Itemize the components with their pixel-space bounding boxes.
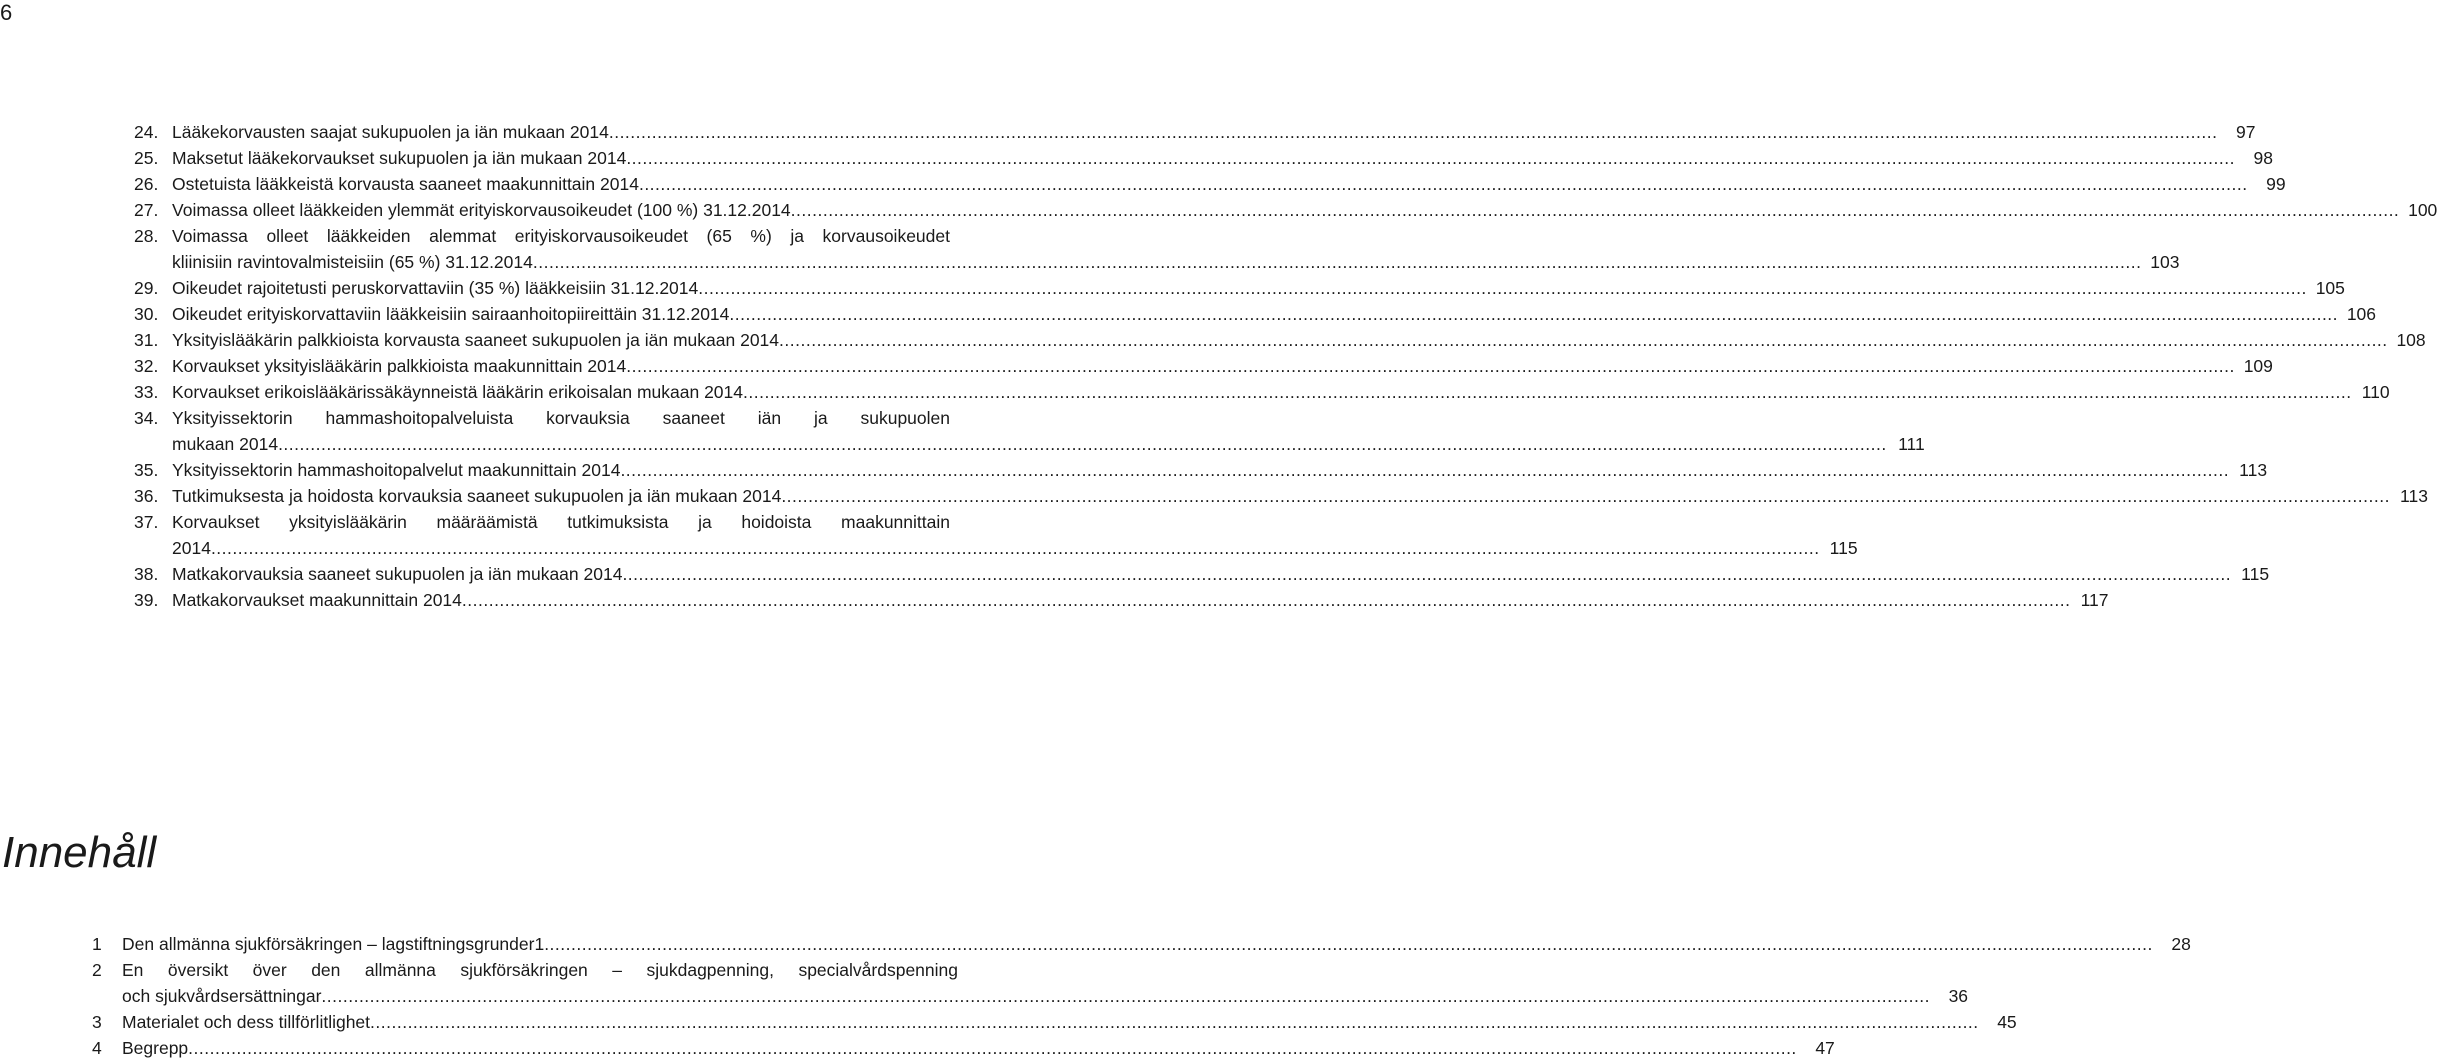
dot-leader: ............................................................................................................................................................................................................................................................................................................ <box>626 356 2235 376</box>
toc-entry[interactable] <box>134 509 1858 561</box>
section-heading: Innehåll <box>2 828 157 877</box>
toc-entry-page-number: 45 <box>1997 1012 2017 1032</box>
dot-leader: ............................................................................................................................................................................................................................................................................................................ <box>743 382 2352 402</box>
toc-entry-title: Begrepp <box>122 1038 189 1058</box>
toc-entry-page-number: 99 <box>2266 174 2286 194</box>
toc-entry[interactable] <box>134 327 2426 353</box>
toc-entry[interactable] <box>134 561 2270 587</box>
toc-entry-page-number: 109 <box>2243 356 2273 376</box>
toc-entry-title: 2014 <box>172 538 211 558</box>
dot-leader: ............................................................................................................................................................................................................................................................................................................ <box>608 122 2218 142</box>
toc-entry[interactable] <box>134 223 2180 275</box>
toc-entry-title: Lääkekorvausten saajat sukupuolen ja iän mukaan 2014 <box>172 122 609 142</box>
toc-entry-title: och sjukvårdsersättningar <box>122 986 322 1006</box>
toc-entry[interactable] <box>134 379 2390 405</box>
dot-leader: ............................................................................................................................................................................................................................................................................................................ <box>278 434 1887 454</box>
toc-entry-title: Den allmänna sjukförsäkringen – lagstiftningsgrunder1 <box>122 934 545 954</box>
toc-entry[interactable] <box>134 171 2286 197</box>
toc-entry-page-number: 98 <box>2253 148 2273 168</box>
page-number: 6 <box>0 0 13 25</box>
toc-entry-title: Korvaukset erikoislääkärissäkäynneistä lääkärin erikoisalan mukaan 2014 <box>172 382 743 402</box>
toc-entry-title: Oikeudet rajoitetusti peruskorvattaviin (35 %) lääkkeisiin 31.12.2014 <box>172 278 699 298</box>
toc-entry-number: 37. <box>134 512 159 532</box>
toc-entry-page-number: 108 <box>2396 330 2426 350</box>
toc-entry-title-line: Voimassa olleet lääkkeiden alemmat erityiskorvausoikeudet (65 %) ja korvausoikeudet <box>172 226 950 246</box>
toc-entry[interactable] <box>92 957 1969 1009</box>
toc-entry-page-number: 103 <box>2150 252 2180 272</box>
toc-entry-page-number: 117 <box>2080 590 2109 610</box>
dot-leader: ............................................................................................................................................................................................................................................................................................................ <box>544 934 2153 954</box>
toc-entry-number: 35. <box>134 460 159 480</box>
toc-entry[interactable] <box>134 275 2345 301</box>
toc-entry-number: 36. <box>134 486 159 506</box>
toc-entry-number: 29. <box>134 278 159 298</box>
dot-leader: ............................................................................................................................................................................................................................................................................................................ <box>790 200 2400 220</box>
toc-entry-title: Maksetut lääkekorvaukset sukupuolen ja iän mukaan 2014 <box>172 148 627 168</box>
toc-entry-title: mukaan 2014 <box>172 434 279 454</box>
toc-entry-title: Matkakorvauksia saaneet sukupuolen ja iän mukaan 2014 <box>172 564 623 584</box>
toc-entry[interactable] <box>134 197 2437 223</box>
toc-entry-page-number: 47 <box>1815 1038 1835 1058</box>
toc-entry-page-number: 100 <box>2408 200 2437 220</box>
toc-entry-title-line: Korvaukset yksityislääkärin määräämistä tutkimuksista ja hoidoista maakunnittain <box>172 512 950 532</box>
toc-entry[interactable] <box>134 457 2268 483</box>
dot-leader: ............................................................................................................................................................................................................................................................................................................ <box>781 486 2390 506</box>
toc-entry[interactable] <box>134 145 2273 171</box>
toc-entry-page-number: 36 <box>1948 986 1969 1006</box>
toc-entry-title: Materialet och dess tillförlitlighet <box>122 1012 371 1032</box>
toc-entry-title-line: Yksityissektorin hammashoitopalveluista korvauksia saaneet iän ja sukupuolen <box>172 408 950 428</box>
toc-entry-title: Ostetuista lääkkeistä korvausta saaneet maakunnittain 2014 <box>172 174 639 194</box>
toc-entry-page-number: 110 <box>2361 382 2390 402</box>
toc-entry-number: 4 <box>92 1038 102 1058</box>
dot-leader: ............................................................................................................................................................................................................................................................................................................ <box>321 986 1931 1006</box>
toc-entry-number: 33. <box>134 382 159 402</box>
toc-entry-title: Voimassa olleet lääkkeiden ylemmät erityiskorvausoikeudet (100 %) 31.12.2014 <box>172 200 791 220</box>
dot-leader: ............................................................................................................................................................................................................................................................................................................ <box>638 174 2248 194</box>
toc-entry-page-number: 113 <box>2239 460 2268 480</box>
dot-leader: ............................................................................................................................................................................................................................................................................................................ <box>370 1012 1979 1032</box>
toc-entry[interactable] <box>92 1035 1835 1061</box>
dot-leader: ............................................................................................................................................................................................................................................................................................................ <box>188 1038 1797 1058</box>
dot-leader: ............................................................................................................................................................................................................................................................................................................ <box>532 252 2142 272</box>
toc-entry-page-number: 115 <box>2241 564 2270 584</box>
dot-leader: ............................................................................................................................................................................................................................................................................................................ <box>620 460 2230 480</box>
toc-entry-number: 31. <box>134 330 159 350</box>
toc-entry[interactable] <box>134 353 2273 379</box>
toc-entry-title: kliinisiin ravintovalmisteisiin (65 %) 31.12.2014 <box>172 252 533 272</box>
dot-leader: ............................................................................................................................................................................................................................................................................................................ <box>622 564 2232 584</box>
toc-entry-title: Matkakorvaukset maakunnittain 2014 <box>172 590 462 610</box>
toc-entry-number: 32. <box>134 356 159 376</box>
table-of-contents-finnish <box>134 119 2437 613</box>
toc-entry-number: 30. <box>134 304 159 324</box>
toc-entry-number: 25. <box>134 148 159 168</box>
dot-leader: ............................................................................................................................................................................................................................................................................................................ <box>698 278 2307 298</box>
toc-entry[interactable] <box>134 301 2377 327</box>
toc-entry-number: 24. <box>134 122 159 142</box>
toc-entry-page-number: 28 <box>2171 934 2191 954</box>
toc-entry-number: 26. <box>134 174 159 194</box>
table-of-contents-swedish <box>92 931 2191 1061</box>
toc-entry-number: 39. <box>134 590 159 610</box>
toc-entry-number: 2 <box>92 960 102 980</box>
toc-entry-page-number: 111 <box>1898 434 1925 454</box>
toc-entry-number: 27. <box>134 200 159 220</box>
toc-entry-number: 1 <box>92 934 102 954</box>
toc-entry-title: Korvaukset yksityislääkärin palkkioista maakunnittain 2014 <box>172 356 627 376</box>
toc-entry-title: Yksityislääkärin palkkioista korvausta saaneet sukupuolen ja iän mukaan 2014 <box>172 330 780 350</box>
toc-entry[interactable] <box>92 931 2191 957</box>
toc-entry[interactable] <box>134 405 1925 457</box>
toc-entry-number: 3 <box>92 1012 102 1032</box>
toc-entry-title-line: En översikt över den allmänna sjukförsäkringen – sjukdagpenning, specialvårdspenning <box>122 960 958 980</box>
toc-entry[interactable] <box>92 1009 2017 1035</box>
toc-entry-page-number: 97 <box>2236 122 2256 142</box>
dot-leader: ............................................................................................................................................................................................................................................................................................................ <box>729 304 2339 324</box>
dot-leader: ............................................................................................................................................................................................................................................................................................................ <box>779 330 2388 350</box>
dot-leader: ............................................................................................................................................................................................................................................................................................................ <box>461 590 2071 610</box>
toc-entry-number: 34. <box>134 408 159 428</box>
toc-entry-title: Yksityissektorin hammashoitopalvelut maakunnittain 2014 <box>172 460 621 480</box>
dot-leader: ............................................................................................................................................................................................................................................................................................................ <box>626 148 2235 168</box>
toc-entry-title: Tutkimuksesta ja hoidosta korvauksia saaneet sukupuolen ja iän mukaan 2014 <box>172 486 782 506</box>
toc-entry[interactable] <box>134 587 2109 613</box>
toc-entry-page-number: 105 <box>2315 278 2345 298</box>
toc-entry[interactable] <box>134 119 2256 145</box>
toc-entry-page-number: 106 <box>2346 304 2377 324</box>
toc-entry-number: 28. <box>134 226 159 246</box>
toc-entry-title: Oikeudet erityiskorvattaviin lääkkeisiin sairaanhoitopiireittäin 31.12.2014 <box>172 304 730 324</box>
dot-leader: ............................................................................................................................................................................................................................................................................................................ <box>210 538 1820 558</box>
toc-entry-page-number: 113 <box>2400 486 2428 506</box>
toc-entry-number: 38. <box>134 564 159 584</box>
toc-entry[interactable] <box>134 483 2428 509</box>
toc-entry-page-number: 115 <box>1829 538 1858 558</box>
